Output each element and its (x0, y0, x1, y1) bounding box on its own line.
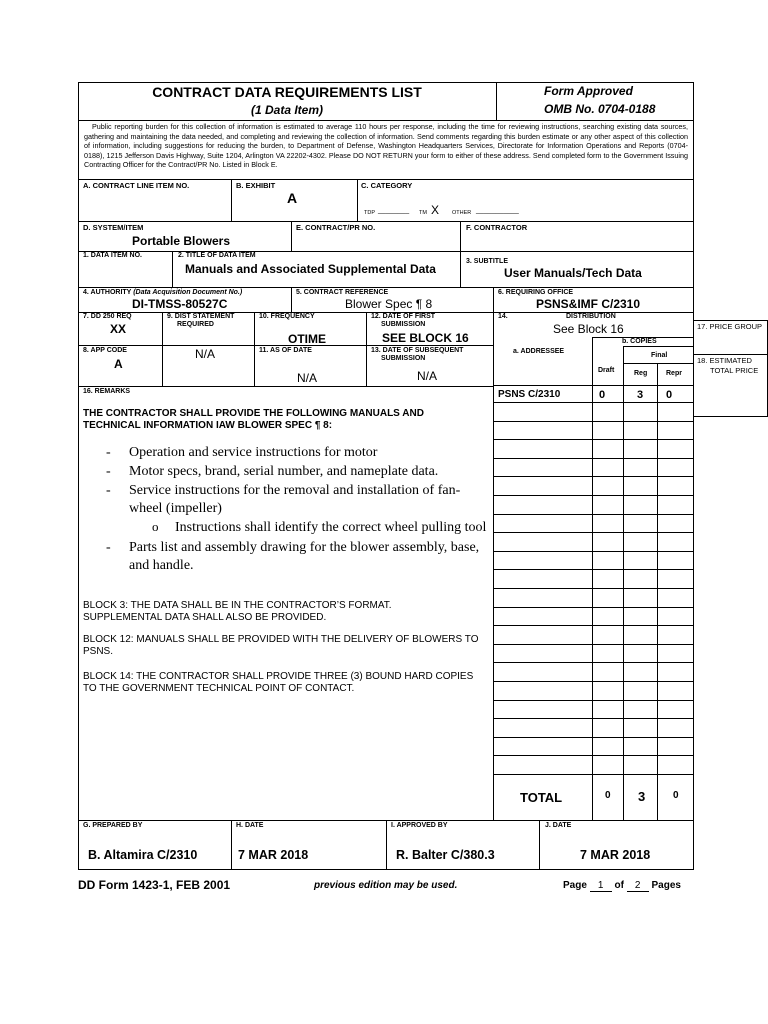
dist-statement-value[interactable]: N/A (195, 347, 216, 361)
dist-statement-label-1: 9. DIST STATEMENT (167, 313, 235, 320)
total-label: TOTAL (520, 790, 563, 805)
prepared-by-label: G. PREPARED BY (83, 822, 143, 829)
as-of-date-value[interactable]: N/A (297, 371, 318, 385)
remark-bullet-2: Motor specs, brand, serial number, and nameplate data. (129, 464, 439, 479)
block3-note-2: SUPPLEMENTAL DATA SHALL ALSO BE PROVIDED. (83, 612, 327, 623)
remarks-label: 16. REMARKS (83, 388, 131, 395)
prepared-by-value[interactable]: B. Altamira C/2310 (88, 848, 198, 862)
copies-label: b. COPIES (622, 338, 657, 345)
category-tdp: TDP (364, 210, 375, 216)
category-other: OTHER (452, 210, 472, 216)
draft-label: Draft (598, 367, 615, 374)
title-data-item-value[interactable]: Manuals and Associated Supplemental Data (185, 262, 436, 276)
of-word: of (614, 880, 624, 891)
prepared-date-label: H. DATE (236, 822, 264, 829)
as-of-date-label: 11. AS OF DATE (259, 347, 312, 354)
draft-value[interactable]: 0 (599, 389, 606, 401)
bullet-dash: - (106, 445, 111, 460)
prepared-date-value[interactable]: 7 MAR 2018 (238, 848, 309, 862)
subsequent-submission-value[interactable]: N/A (417, 369, 438, 383)
total-reg: 3 (638, 789, 646, 804)
remark-bullet-4b: and handle. (129, 558, 194, 573)
subtitle-value[interactable]: User Manuals/Tech Data (504, 266, 642, 280)
contractor-label: F. CONTRACTOR (466, 223, 528, 232)
contract-line-item-label: A. CONTRACT LINE ITEM NO. (83, 181, 190, 190)
contract-reference-value[interactable]: Blower Spec ¶ 8 (345, 297, 433, 311)
category-label: C. CATEGORY (361, 181, 413, 190)
repr-label: Repr (666, 370, 682, 377)
addressee-value[interactable]: PSNS C/2310 (498, 389, 561, 400)
remark-bullet-3a: Service instructions for the removal and installation of fan- (129, 483, 461, 498)
block14-label: 14. (498, 313, 508, 320)
block12-note-1: BLOCK 12: MANUALS SHALL BE PROVIDED WITH THE DELIVERY OF BLOWERS TO (83, 634, 479, 645)
estimated-price-label-1: 18. ESTIMATED (697, 356, 752, 365)
reg-value[interactable]: 3 (637, 389, 644, 401)
app-code-label: 8. APP CODE (83, 347, 127, 354)
block3-note-1: BLOCK 3: THE DATA SHALL BE IN THE CONTRACTOR’S FORMAT. (83, 600, 392, 611)
remarks-heading-1: THE CONTRACTOR SHALL PROVIDE THE FOLLOWING MANUALS AND (83, 408, 424, 419)
category-tdp-line: ________ (378, 207, 410, 214)
system-item-value[interactable]: Portable Blowers (132, 234, 231, 248)
dist-statement-label-2: REQUIRED (177, 321, 214, 328)
price-group-label: 17. PRICE GROUP (697, 322, 763, 331)
subtitle-label: 3. SUBTITLE (466, 258, 509, 265)
burden-notice: Public reporting burden for this collection of information is estimated to average 110 hours per response, including the time for reviewing instructions, searching existing data sources, gathering and maintaining the data needed, and completing and reviewing the collection of information. Send comments regarding this burden estimate or any other aspect of this collection of information, including suggestions for reducing the burden, to Department of Defense, Washington Headquarters Services, Directorate for Information Operations and Reports (0704-0188), 1215 Jefferson Davis Highway, Suite 1204, Arlington VA 22202-4302. Please DO NOT RETURN your form to either of these address. Send completed form to the Government Issuing Contracting Officer for the Contract/PR No. Listed in Block E. (84, 122, 688, 169)
estimated-price-label-2: TOTAL PRICE (710, 366, 759, 375)
exhibit-label: B. EXHIBIT (236, 181, 276, 190)
remark-sub-1: Instructions shall identify the correct wheel pulling tool (175, 520, 487, 535)
form-id: DD Form 1423-1, FEB 2001 (78, 878, 231, 892)
exhibit-value[interactable]: A (287, 190, 298, 206)
page-number: 1 (590, 880, 612, 892)
first-submission-label-1: 12. DATE OF FIRST (371, 313, 436, 320)
frequency-label: 10. FREQUENCY (259, 313, 315, 320)
remark-bullet-3b: wheel (impeller) (129, 501, 222, 516)
reg-label: Reg (634, 370, 648, 377)
authority-label-main: 4. AUTHORITY (83, 289, 132, 296)
form-approved-label: Form Approved (544, 84, 633, 98)
block14-note-2: TO THE GOVERNMENT TECHNICAL POINT OF CONTACT. (83, 683, 355, 694)
addressee-label: a. ADDRESSEE (513, 348, 565, 355)
category-other-line: ___________ (476, 207, 519, 214)
approved-date-label: J. DATE (545, 822, 572, 829)
page-counter (563, 880, 681, 892)
total-repr: 0 (673, 790, 679, 801)
bullet-dash: - (106, 483, 111, 498)
contract-reference-label: 5. CONTRACT REFERENCE (296, 289, 389, 296)
previous-edition-note: previous edition may be used. (314, 880, 458, 891)
bullet-dash: - (106, 540, 111, 555)
remark-bullet-1: Operation and service instructions for motor (129, 445, 378, 460)
subsequent-submission-label-2: SUBMISSION (381, 355, 426, 362)
category-tm-value[interactable]: X (431, 203, 440, 217)
requiring-office-label: 6. REQUIRING OFFICE (498, 289, 574, 296)
authority-label (83, 289, 242, 297)
first-submission-value[interactable]: SEE BLOCK 16 (382, 331, 469, 345)
category-tm: TM (419, 210, 427, 216)
pages-word: Pages (651, 880, 681, 891)
total-draft: 0 (605, 790, 611, 801)
dd250-value[interactable]: XX (110, 322, 127, 336)
approved-date-value[interactable]: 7 MAR 2018 (580, 848, 651, 862)
title-data-item-label: 2. TITLE OF DATA ITEM (178, 252, 256, 259)
frequency-value[interactable]: OTIME (288, 332, 326, 346)
page-total: 2 (627, 880, 649, 892)
form-title: CONTRACT DATA REQUIREMENTS LIST (152, 84, 422, 100)
requiring-office-value[interactable]: PSNS&IMF C/2310 (536, 297, 641, 311)
dd250-label: 7. DD 250 REQ (83, 313, 132, 320)
subsequent-submission-label-1: 13. DATE OF SUBSEQUENT (371, 347, 464, 354)
app-code-value[interactable]: A (114, 357, 123, 371)
block12-note-2: PSNS. (83, 646, 114, 657)
remarks-heading-2: TECHNICAL INFORMATION IAW BLOWER SPEC ¶ 8: (83, 420, 333, 431)
repr-value[interactable]: 0 (666, 389, 673, 401)
system-item-label: D. SYSTEM/ITEM (83, 223, 144, 232)
approved-by-label: I. APPROVED BY (391, 822, 448, 829)
block14-value[interactable]: See Block 16 (553, 322, 624, 336)
authority-value[interactable]: DI-TMSS-80527C (132, 297, 228, 311)
remark-bullet-4a: Parts list and assembly drawing for the blower assembly, base, (129, 540, 480, 555)
distribution-label: DISTRIBUTION (566, 313, 616, 320)
data-item-no-label: 1. DATA ITEM NO. (83, 252, 142, 259)
form-subtitle: (1 Data Item) (250, 103, 324, 117)
omb-number: OMB No. 0704-0188 (544, 102, 656, 116)
bullet-dash: - (106, 464, 111, 479)
final-label: Final (651, 352, 668, 359)
sub-bullet-mark: o (152, 519, 159, 534)
approved-by-value[interactable]: R. Balter C/380.3 (396, 848, 495, 862)
first-submission-label-2: SUBMISSION (381, 321, 426, 328)
contract-pr-label: E. CONTRACT/PR NO. (296, 223, 376, 232)
authority-label-note: (Data Acquisition Document No.) (133, 289, 243, 296)
page-word: Page (563, 880, 587, 891)
block14-note-1: BLOCK 14: THE CONTRACTOR SHALL PROVIDE THREE (3) BOUND HARD COPIES (83, 671, 474, 682)
